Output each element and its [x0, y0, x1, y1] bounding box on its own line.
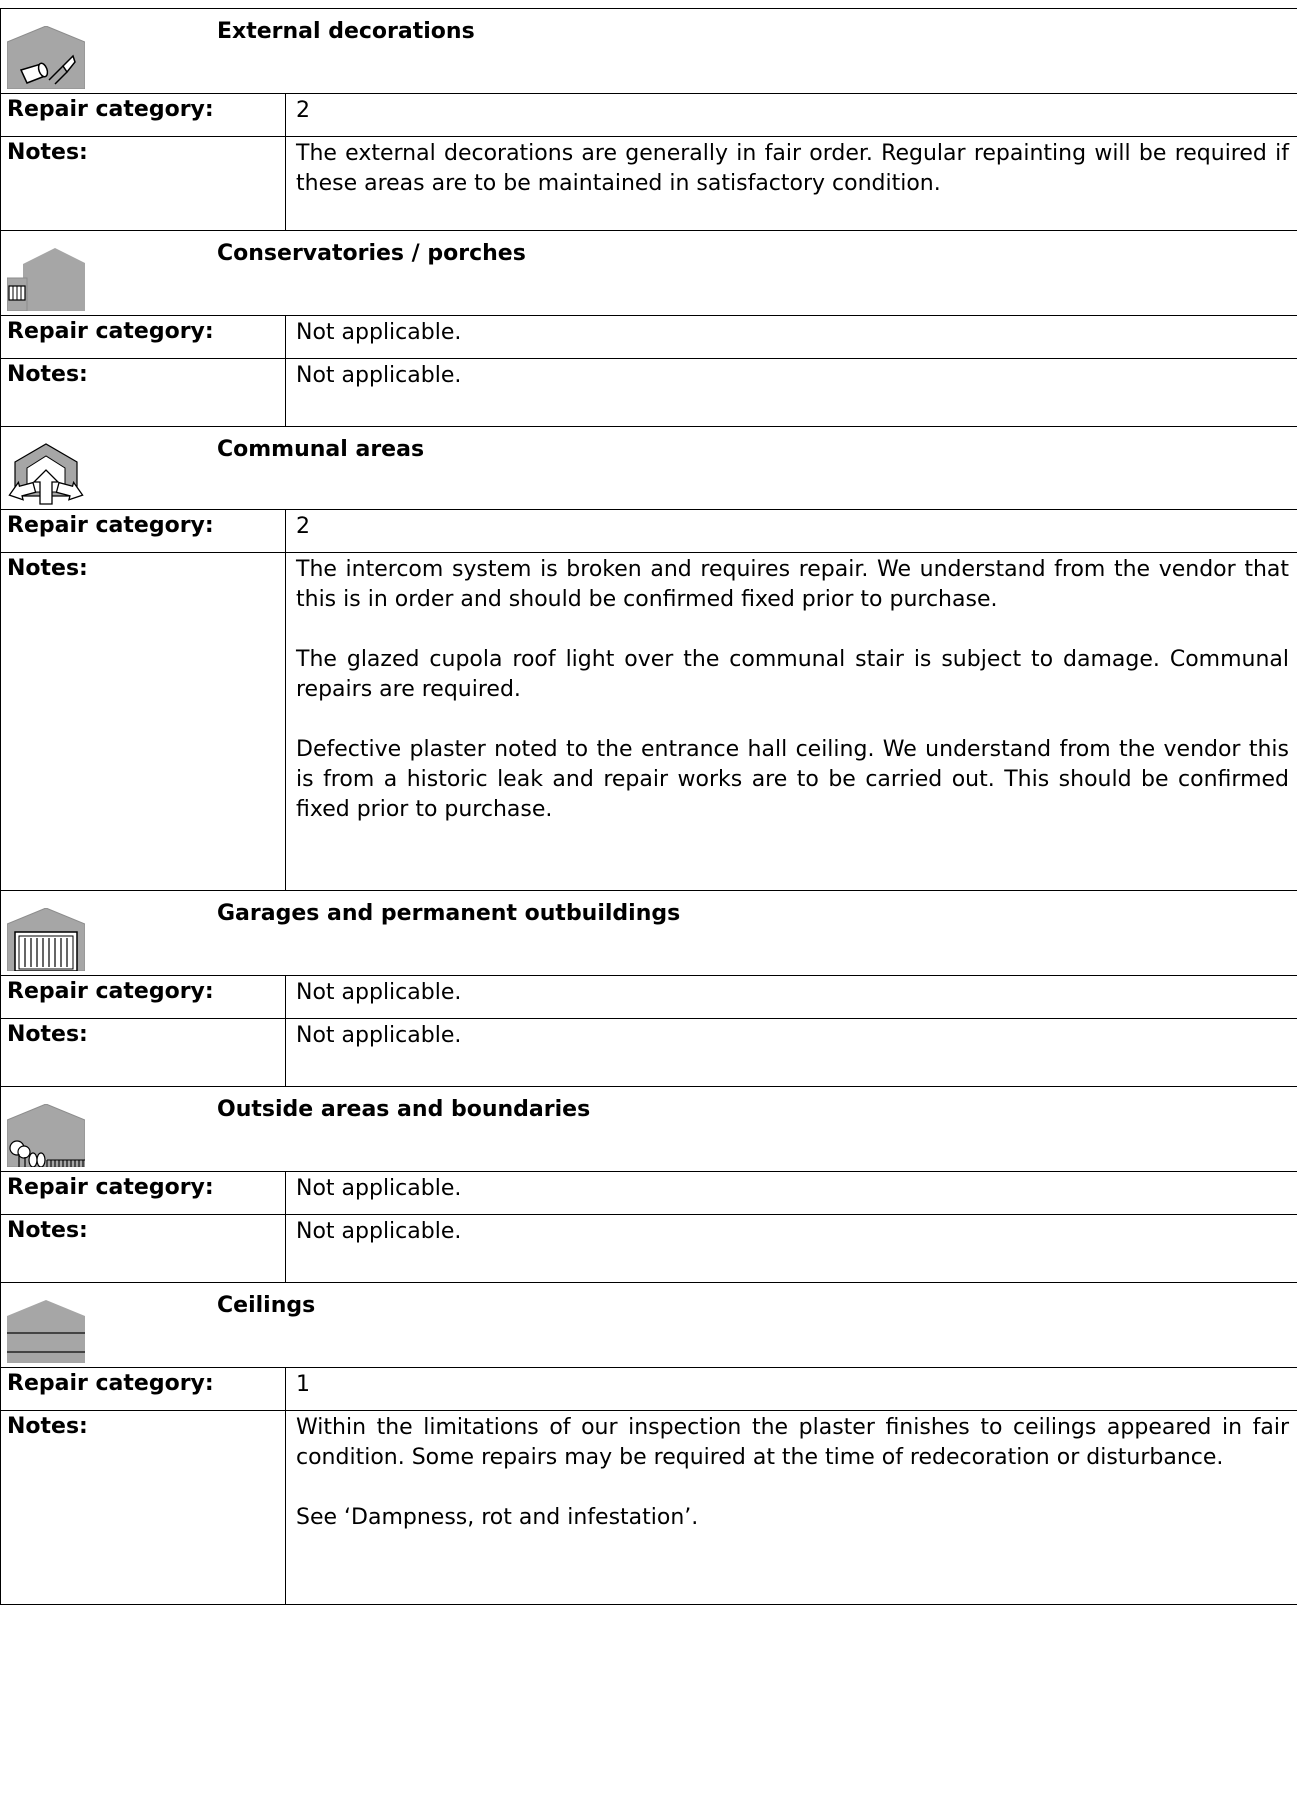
repair-category-label: Repair category:: [1, 316, 286, 359]
notes-label: Notes:: [1, 1215, 286, 1283]
section-header: [1, 427, 1297, 510]
repair-category-label: Repair category:: [1, 1172, 286, 1215]
notes-value: [286, 1019, 1297, 1087]
notes-value: [286, 137, 1297, 231]
notes-row: [1, 359, 1297, 427]
repair-category-value: Not applicable.: [286, 1172, 1297, 1215]
section-title: Garages and permanent outbuildings: [217, 901, 681, 926]
notes-value: [286, 359, 1297, 427]
section-header: [1, 1087, 1297, 1172]
notes-label: Notes:: [1, 553, 286, 891]
repair-category-row: [1, 976, 1297, 1019]
notes-label: Notes:: [1, 137, 286, 231]
notes-row: [1, 1411, 1297, 1605]
repair-category-row: [1, 94, 1297, 137]
note-paragraph: Not applicable.: [296, 1219, 462, 1244]
repair-category-value: 2: [286, 94, 1297, 137]
repair-category-value: 1: [286, 1368, 1297, 1411]
repair-category-value: Not applicable.: [286, 976, 1297, 1019]
ceiling-lines-house-icon: [7, 1300, 85, 1363]
repair-category-label: Repair category:: [1, 510, 286, 553]
section-header: [1, 231, 1297, 316]
survey-report: [0, 8, 1297, 1605]
repair-category-value: Not applicable.: [286, 316, 1297, 359]
section-title: Ceilings: [217, 1293, 316, 1318]
notes-row: [1, 1019, 1297, 1087]
notes-value: [286, 1215, 1297, 1283]
notes-row: [1, 137, 1297, 231]
repair-category-label: Repair category:: [1, 1368, 286, 1411]
section-header: [1, 891, 1297, 976]
note-paragraph: Defective plaster noted to the entrance hall ceiling. We understand from the vendor this is from a historic leak and repair works are to be carried out. This should be confirmed fixed prior to purchase.: [296, 737, 1289, 822]
repair-category-label: Repair category:: [1, 976, 286, 1019]
notes-row: [1, 553, 1297, 891]
paint-brush-house-icon: [7, 26, 85, 89]
section-header: [1, 1283, 1297, 1368]
note-paragraph: The intercom system is broken and requires repair. We understand from the vendor that this is in order and should be confirmed fixed prior to purchase.: [296, 557, 1289, 612]
repair-category-row: [1, 1172, 1297, 1215]
section-header: [1, 9, 1297, 94]
survey-table: [0, 8, 1297, 1605]
note-paragraph: Within the limitations of our inspection the plaster finishes to ceilings appeared in fair condition. Some repairs may be required at the time of redecoration or disturbance.: [296, 1415, 1289, 1470]
notes-label: Notes:: [1, 1019, 286, 1087]
repair-category-value: 2: [286, 510, 1297, 553]
note-paragraph: Not applicable.: [296, 363, 462, 388]
note-paragraph: See ‘Dampness, rot and infestation’.: [296, 1505, 699, 1530]
note-paragraph: The glazed cupola roof light over the communal stair is subject to damage. Communal repairs are required.: [296, 647, 1289, 702]
note-paragraph: The external decorations are generally in fair order. Regular repainting will be required if these areas are to be maintained in satisfactory condition.: [296, 141, 1289, 196]
repair-category-label: Repair category:: [1, 94, 286, 137]
notes-label: Notes:: [1, 359, 286, 427]
notes-value: [286, 1411, 1297, 1605]
section-title: External decorations: [217, 19, 475, 44]
repair-category-row: [1, 1368, 1297, 1411]
garden-fence-house-icon: [7, 1104, 85, 1167]
repair-category-row: [1, 316, 1297, 359]
notes-label: Notes:: [1, 1411, 286, 1605]
section-title: Communal areas: [217, 437, 425, 462]
porch-house-icon: [7, 248, 85, 311]
notes-value: [286, 553, 1297, 891]
garage-door-house-icon: [7, 908, 85, 971]
note-paragraph: Not applicable.: [296, 1023, 462, 1048]
section-title: Outside areas and boundaries: [217, 1097, 591, 1122]
notes-row: [1, 1215, 1297, 1283]
section-title: Conservatories / porches: [217, 241, 526, 266]
communal-arrows-house-icon: [7, 442, 85, 505]
repair-category-row: [1, 510, 1297, 553]
